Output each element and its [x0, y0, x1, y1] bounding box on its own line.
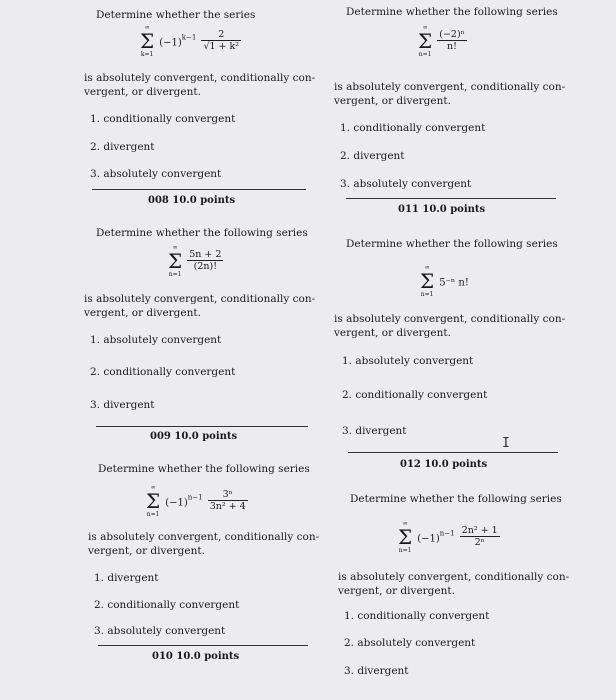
numerator: 5n + 2	[189, 249, 222, 260]
denominator: (2n)!	[187, 260, 223, 273]
p12-series	[398, 520, 500, 554]
series-term: 5⁻ⁿ n!	[439, 277, 469, 289]
sum-lower-limit: n=1	[418, 51, 432, 58]
sigma-icon: Σ	[146, 489, 161, 513]
sum-lower-limit: k=1	[140, 51, 154, 58]
p8-header: 008 10.0 points	[148, 195, 236, 206]
divider	[348, 452, 558, 453]
sign-factor: (−1)	[165, 497, 188, 509]
denominator: 2ⁿ	[460, 536, 500, 549]
sum-upper-limit: ∞	[424, 264, 430, 271]
sum-upper-limit: ∞	[144, 24, 150, 31]
sum-upper-limit: ∞	[402, 520, 408, 527]
text-cursor-icon: I	[502, 436, 510, 451]
sigma-icon: Σ	[398, 525, 413, 549]
denominator: n!	[437, 40, 467, 53]
p9-header: 009 10.0 points	[150, 431, 238, 442]
p9-prompt: Determine whether the following series	[98, 463, 310, 475]
p9-question-line2: vergent, or divergent.	[88, 545, 205, 557]
sign-exponent: k−1	[181, 33, 197, 42]
p12-option-3[interactable]: 3. divergent	[344, 665, 409, 677]
p11-prompt: Determine whether the following series	[346, 238, 558, 250]
sum-upper-limit: ∞	[150, 484, 156, 491]
p12-option-1[interactable]: 1. conditionally convergent	[344, 610, 490, 622]
p7-series	[140, 24, 241, 58]
p9-question-line1: is absolutely convergent, conditionally con-	[88, 531, 320, 543]
p8-option-1[interactable]: 1. absolutely convergent	[90, 334, 222, 346]
divider	[92, 189, 306, 190]
divider	[346, 198, 556, 199]
sigma-icon: Σ	[140, 29, 155, 53]
p8-option-2[interactable]: 2. conditionally convergent	[90, 366, 236, 378]
sign-exponent: n−1	[439, 529, 455, 538]
p7-question-line2: vergent, or divergent.	[84, 86, 201, 98]
sum-upper-limit: ∞	[172, 244, 178, 251]
sign-factor: (−1)	[159, 37, 182, 49]
p12-header: 012 10.0 points	[400, 459, 488, 470]
p11-option-3[interactable]: 3. divergent	[342, 425, 407, 437]
sum-lower-limit: n=1	[420, 291, 434, 298]
fraction	[201, 29, 241, 53]
divider	[96, 426, 308, 427]
numerator: (−2)ⁿ	[439, 29, 465, 40]
p11-question-line2: vergent, or divergent.	[334, 327, 451, 339]
p11-header: 011 10.0 points	[398, 204, 486, 215]
p7-option-1[interactable]: 1. conditionally convergent	[90, 113, 236, 125]
numerator: 3ⁿ	[222, 489, 233, 500]
sum-lower-limit: n=1	[146, 511, 160, 518]
p11-option-1[interactable]: 1. absolutely convergent	[342, 355, 474, 367]
fraction	[187, 249, 223, 273]
p7-option-2[interactable]: 2. divergent	[90, 141, 155, 153]
sigma-icon: Σ	[418, 29, 433, 53]
p11-question-line1: is absolutely convergent, conditionally con-	[334, 313, 566, 325]
p9-series	[146, 484, 248, 518]
p8-option-3[interactable]: 3. divergent	[90, 399, 155, 411]
p8-series	[168, 244, 223, 278]
p6-question-line2: vergent, or divergent.	[334, 95, 451, 107]
p9-option-2[interactable]: 2. conditionally convergent	[94, 599, 240, 611]
fraction	[208, 489, 248, 513]
p6-option-3[interactable]: 3. absolutely convergent	[340, 178, 472, 190]
sigma-icon: Σ	[420, 269, 435, 293]
p8-question-line1: is absolutely convergent, conditionally con-	[84, 293, 316, 305]
p9-option-3[interactable]: 3. absolutely convergent	[94, 625, 226, 637]
p11-series	[420, 264, 469, 298]
sum-upper-limit: ∞	[422, 24, 428, 31]
p7-question-line1: is absolutely convergent, conditionally con-	[84, 72, 316, 84]
sum-lower-limit: n=1	[398, 547, 412, 554]
p8-question-line2: vergent, or divergent.	[84, 307, 201, 319]
p6-option-1[interactable]: 1. conditionally convergent	[340, 122, 486, 134]
p11-option-2[interactable]: 2. conditionally convergent	[342, 389, 488, 401]
p12-prompt: Determine whether the following series	[350, 493, 562, 505]
denominator: √1 + k²	[203, 41, 240, 52]
p6-option-2[interactable]: 2. divergent	[340, 150, 405, 162]
p12-option-2[interactable]: 2. absolutely convergent	[344, 637, 476, 649]
p12-question-line1: is absolutely convergent, conditionally con-	[338, 571, 570, 583]
denominator: 3n² + 4	[209, 501, 246, 512]
p8-prompt: Determine whether the following series	[96, 227, 308, 239]
p10-header: 010 10.0 points	[152, 651, 240, 662]
p7-prompt: Determine whether the series	[96, 9, 256, 21]
numerator: 2n² + 1	[461, 525, 498, 536]
numerator: 2	[218, 29, 225, 40]
p6-series	[418, 24, 467, 58]
divider	[98, 645, 308, 646]
fraction	[437, 29, 467, 53]
sigma-icon: Σ	[168, 249, 183, 273]
p9-option-1[interactable]: 1. divergent	[94, 572, 159, 584]
p6-prompt: Determine whether the following series	[346, 6, 558, 18]
sign-factor: (−1)	[417, 533, 440, 545]
p6-question-line1: is absolutely convergent, conditionally con-	[334, 81, 566, 93]
p12-question-line2: vergent, or divergent.	[338, 585, 455, 597]
sum-lower-limit: n=1	[168, 271, 182, 278]
p7-option-3[interactable]: 3. absolutely convergent	[90, 168, 222, 180]
fraction	[460, 525, 500, 549]
sign-exponent: n−1	[187, 493, 203, 502]
